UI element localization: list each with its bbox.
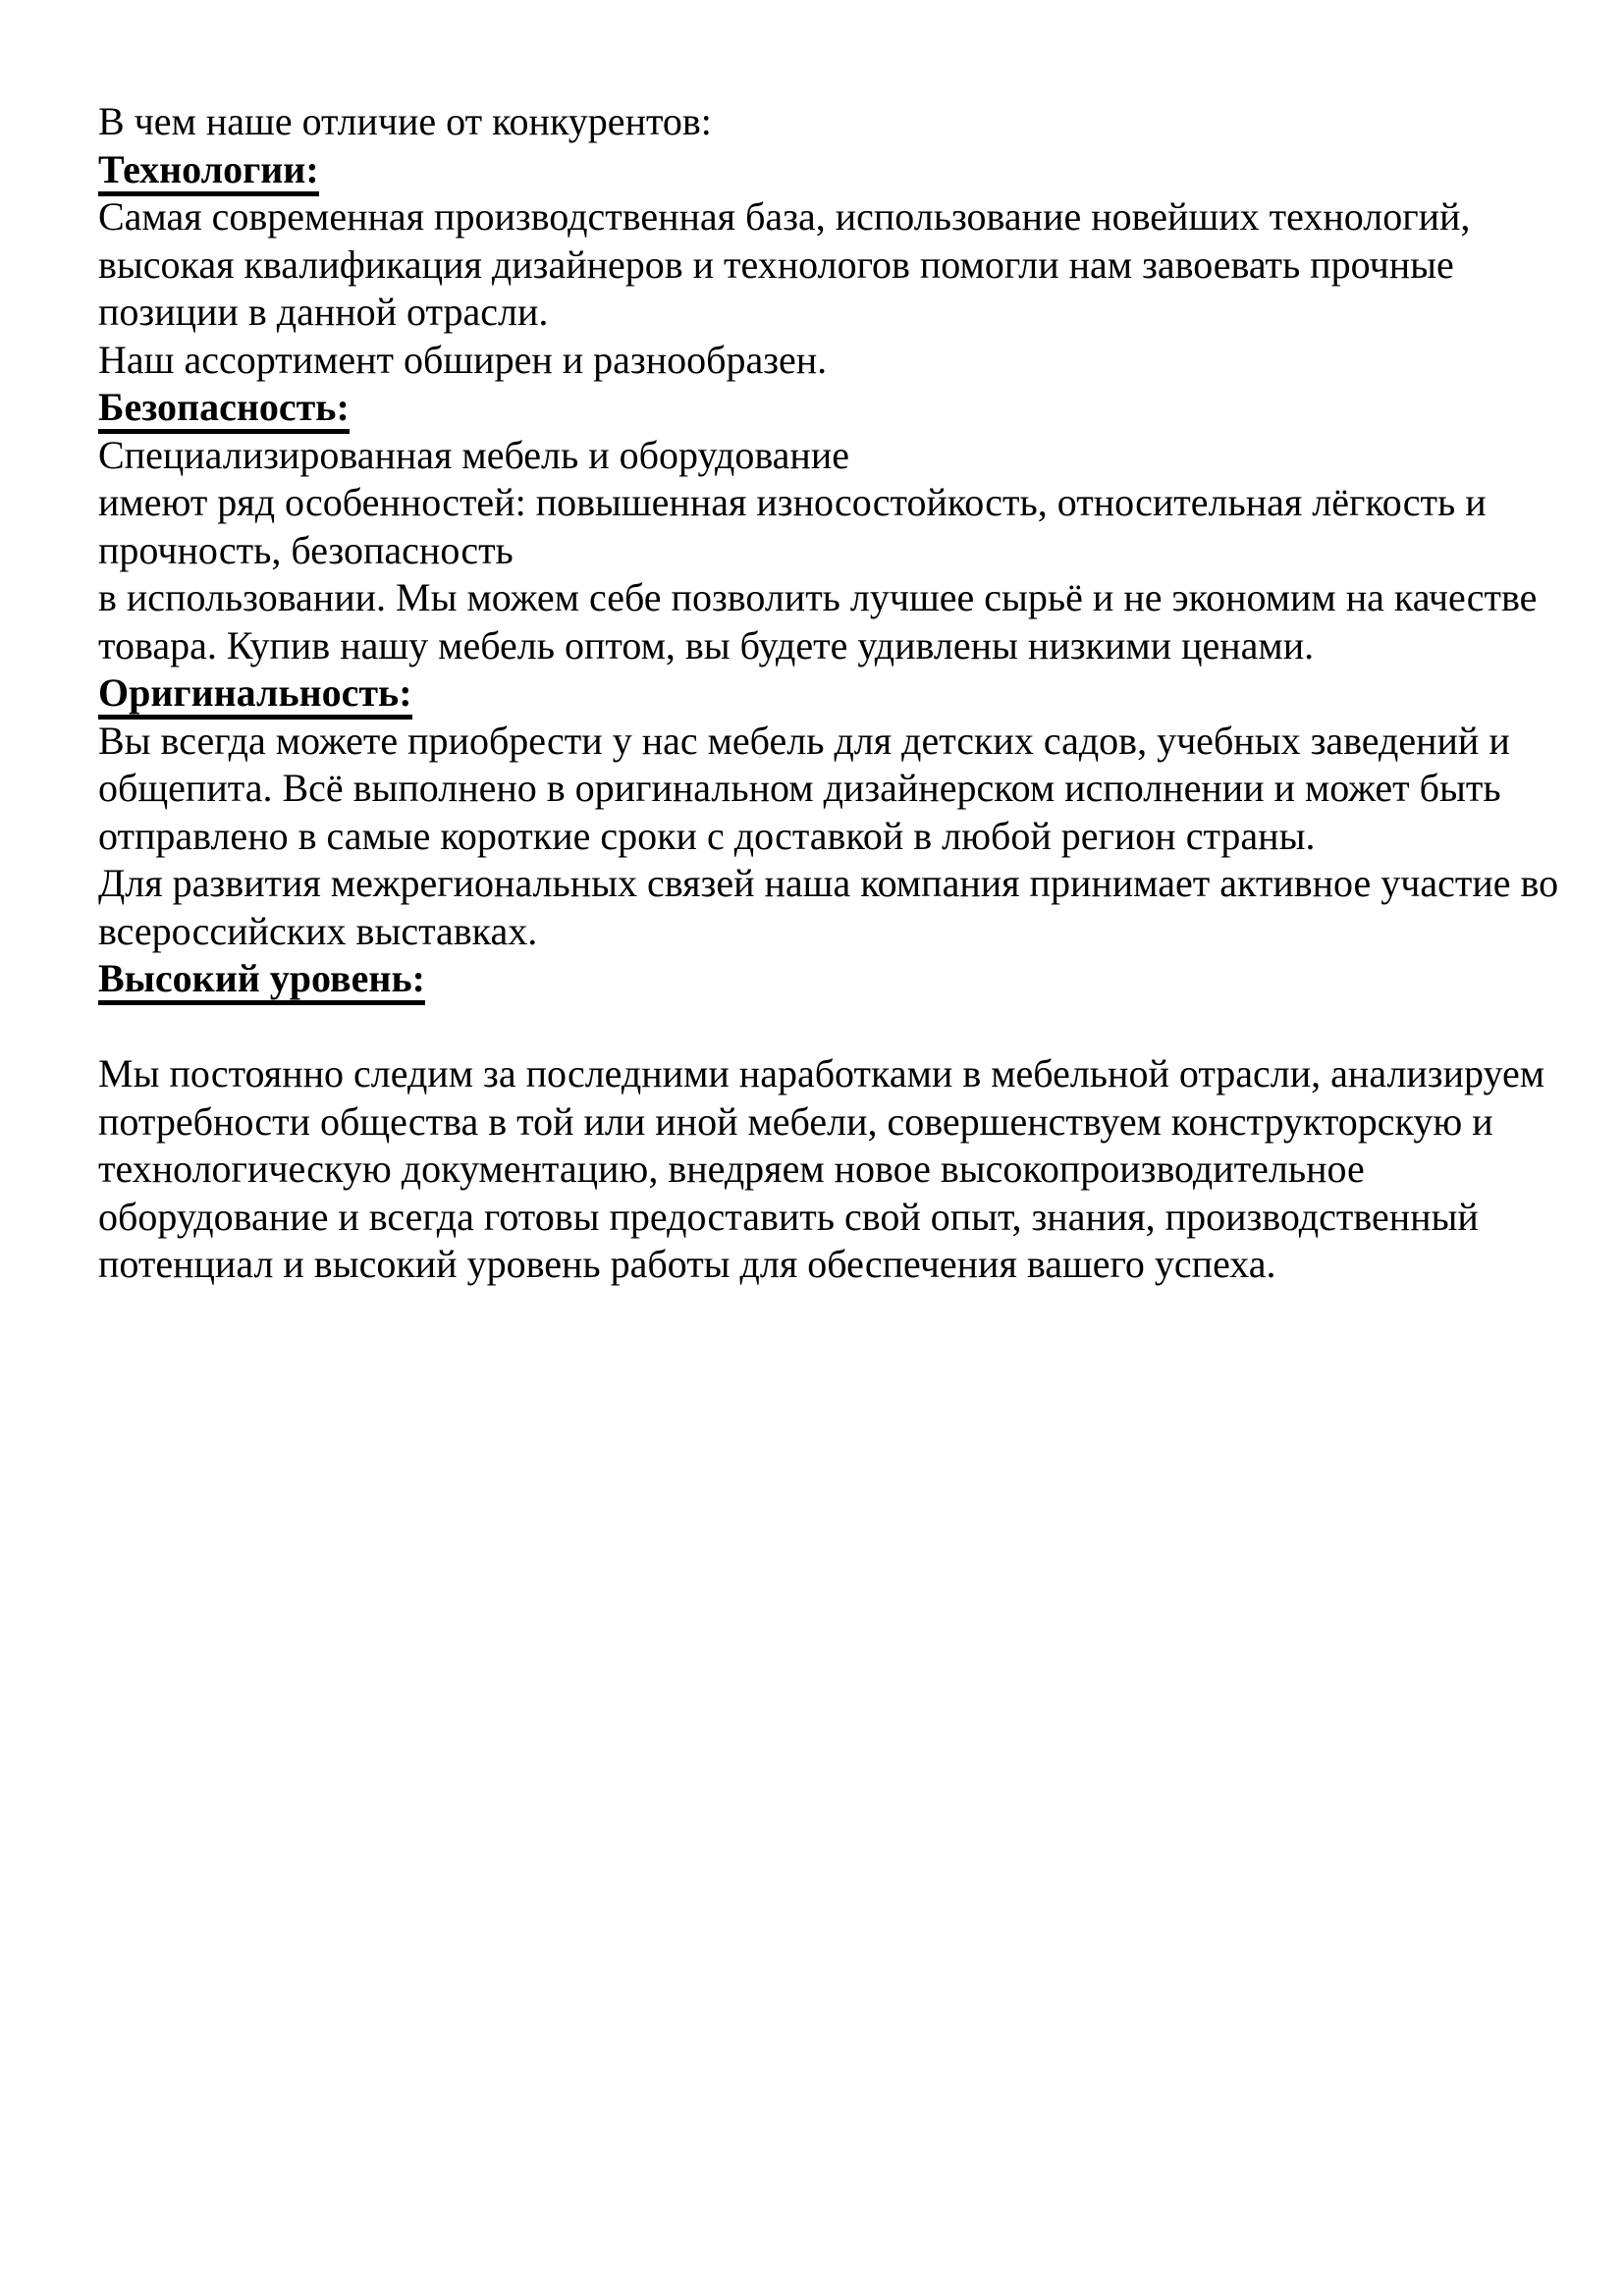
blank-line (98, 1003, 1502, 1051)
section-heading (98, 669, 1502, 718)
heading-underlined-text: Технологии: (98, 147, 319, 196)
text-line: высокая квалификация дизайнеров и технологов помогли нам завоевать прочные (98, 241, 1454, 287)
text-line: общепита. Всё выполнено в оригинальном дизайнерском исполнении и может быть (98, 766, 1501, 810)
text-line: всероссийских выставках. (98, 908, 538, 953)
section-heading (98, 146, 1502, 194)
heading-underlined-text: Оригинальность: (98, 670, 412, 720)
text-line: позиции в данной отрасли. (98, 290, 549, 334)
text-line: В чем наше отличие от конкурентов: (98, 99, 712, 143)
text-line: Наш ассортимент обширен и разнообразен. (98, 337, 828, 382)
text-line: в использовании. Мы можем себе позволить лучшее сырьё и не экономим на качестве (98, 575, 1538, 619)
text-line: имеют ряд особенностей: повышенная износостойкость, относительная лёгкость и (98, 480, 1487, 524)
text-line: Специализированная мебель и оборудование (98, 432, 849, 477)
heading-underlined-text: Безопасность: (98, 385, 350, 434)
text-line: технологическую документацию, внедряем новое высокопроизводительное (98, 1147, 1365, 1191)
text-line: потенциал и высокий уровень работы для обеспечения вашего успеха. (98, 1242, 1276, 1286)
text-line: отправлено в самые короткие сроки с доставкой в любой регион страны. (98, 813, 1316, 858)
text-line: потребности общества в той или иной мебели, совершенствуем конструкторскую и (98, 1098, 1493, 1144)
text-line: Вы всегда можете приобрести у нас мебель для детских садов, учебных заведений и (98, 718, 1510, 763)
text-line: Для развития межрегиональных связей наша компания принимает активное участие во (98, 861, 1559, 905)
document-content (98, 98, 1559, 1289)
text-line: оборудование и всегда готовы предоставить свой опыт, знания, производственный (98, 1194, 1479, 1239)
heading-underlined-text: Высокий уровень: (98, 956, 425, 1005)
text-line: товара. Купив нашу мебель оптом, вы будете удивлены низкими ценами. (98, 622, 1315, 667)
section-heading (98, 955, 1502, 1003)
text-line: Мы постоянно следим за последними наработками в мебельной отрасли, анализируем (98, 1051, 1545, 1095)
text-line: прочность, безопасность (98, 527, 514, 572)
text-line: Самая современная производственная база, использование новейших технологий, (98, 194, 1471, 239)
section-heading (98, 384, 1502, 432)
